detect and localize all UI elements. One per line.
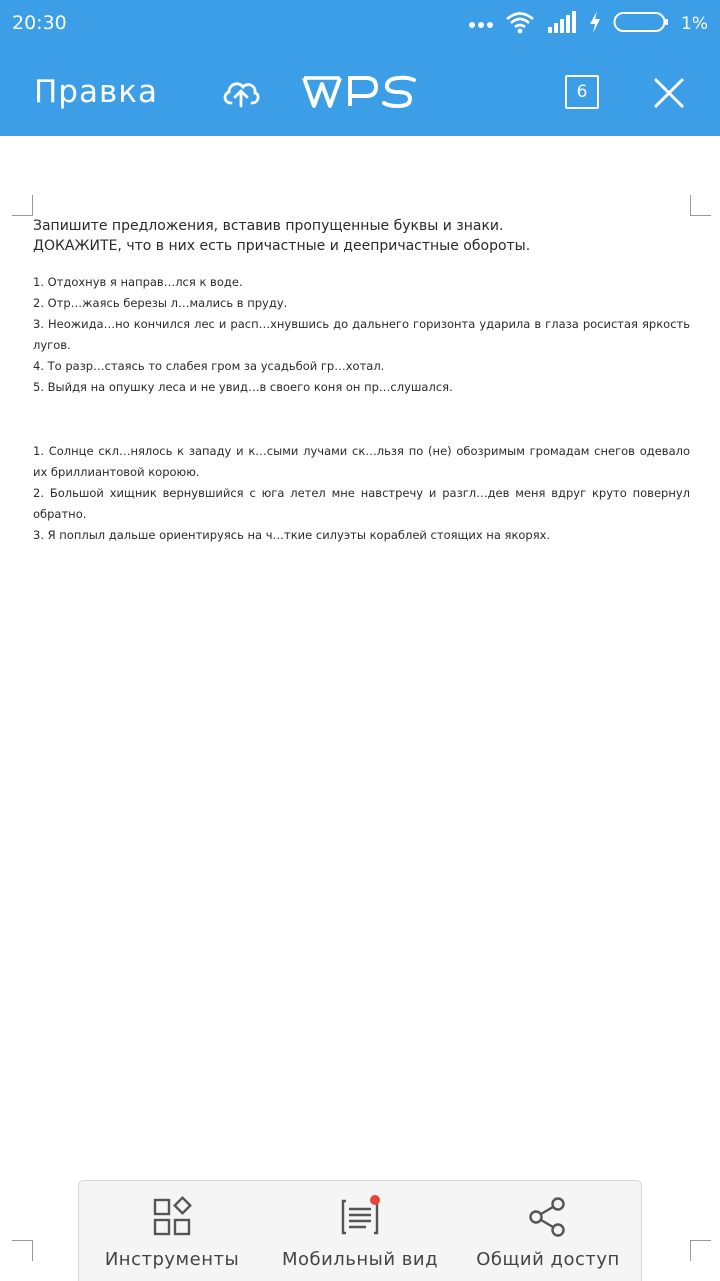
page-corner-mark	[690, 195, 711, 216]
task-line: Запишите предложения, вставив пропущенные буквы и знаки.	[33, 218, 504, 234]
wps-logo	[300, 72, 420, 112]
mobile-view-label: Мобильный вид	[281, 1249, 439, 1270]
status-icons	[469, 10, 708, 38]
list-item: 4. То разр…стаясь то слабея гром за усадьбой гр…хотал.	[33, 359, 385, 373]
status-bar	[0, 0, 720, 48]
list-item: 5. Выйдя на опушку леса и не увид…в своего коня он пр…слушался.	[33, 380, 453, 394]
page-corner-mark	[690, 1240, 711, 1261]
battery-level: 1%	[681, 14, 708, 34]
charging-icon	[589, 11, 601, 38]
mobile-view-icon	[338, 1195, 382, 1239]
status-time: 20:30	[12, 12, 67, 34]
signal-icon	[547, 11, 577, 38]
bottom-toolbar	[78, 1180, 642, 1281]
list-item: 3. Неожида…но кончился лес и расп…хнувшись до дальнего горизонта ударила в глаза росистая яркость лугов.	[33, 317, 690, 352]
cloud-upload-icon[interactable]	[220, 72, 262, 114]
mobile-view-button[interactable]	[267, 1181, 453, 1281]
list-item: 2. Большой хищник вернувшийся с юга летел мне навстречу и разгл…дев меня вдруг круто повернул обратно.	[33, 486, 690, 521]
sentence-list	[33, 441, 690, 546]
document-page	[33, 216, 690, 546]
tools-label: Инструменты	[104, 1249, 240, 1270]
list-item: 1. Отдохнув я направ…лся к воде.	[33, 275, 243, 289]
sentence-list	[33, 272, 690, 398]
share-button[interactable]	[455, 1181, 641, 1281]
list-item: 3. Я поплыл дальше ориентируясь на ч…ткие силуэты кораблей стоящих на якорях.	[33, 528, 551, 542]
battery-icon	[613, 11, 669, 38]
task-line: ДОКАЖИТЕ, что в них есть причастные и деепричастные обороты.	[33, 238, 531, 254]
more-dots-icon	[469, 14, 493, 34]
wifi-icon	[505, 10, 535, 39]
edit-button[interactable]: Правка	[34, 74, 158, 110]
app-bar	[0, 48, 720, 136]
tools-button[interactable]	[79, 1181, 265, 1281]
share-icon	[526, 1195, 570, 1239]
list-item: 2. Отр…жаясь березы л…мались в пруду.	[33, 296, 288, 310]
tools-grid-icon	[150, 1195, 194, 1239]
tabs-count-button[interactable]: 6	[565, 75, 599, 109]
page-corner-mark	[12, 195, 33, 216]
page-corner-mark	[12, 1240, 33, 1261]
list-item: 1. Солнце скл…нялось к западу и к…сыми лучами ск…льзя по (не) обозримым громадам снегов одевало их бриллиантовой короюю.	[33, 444, 690, 479]
share-label: Общий доступ	[476, 1249, 620, 1270]
close-icon[interactable]	[652, 76, 686, 110]
